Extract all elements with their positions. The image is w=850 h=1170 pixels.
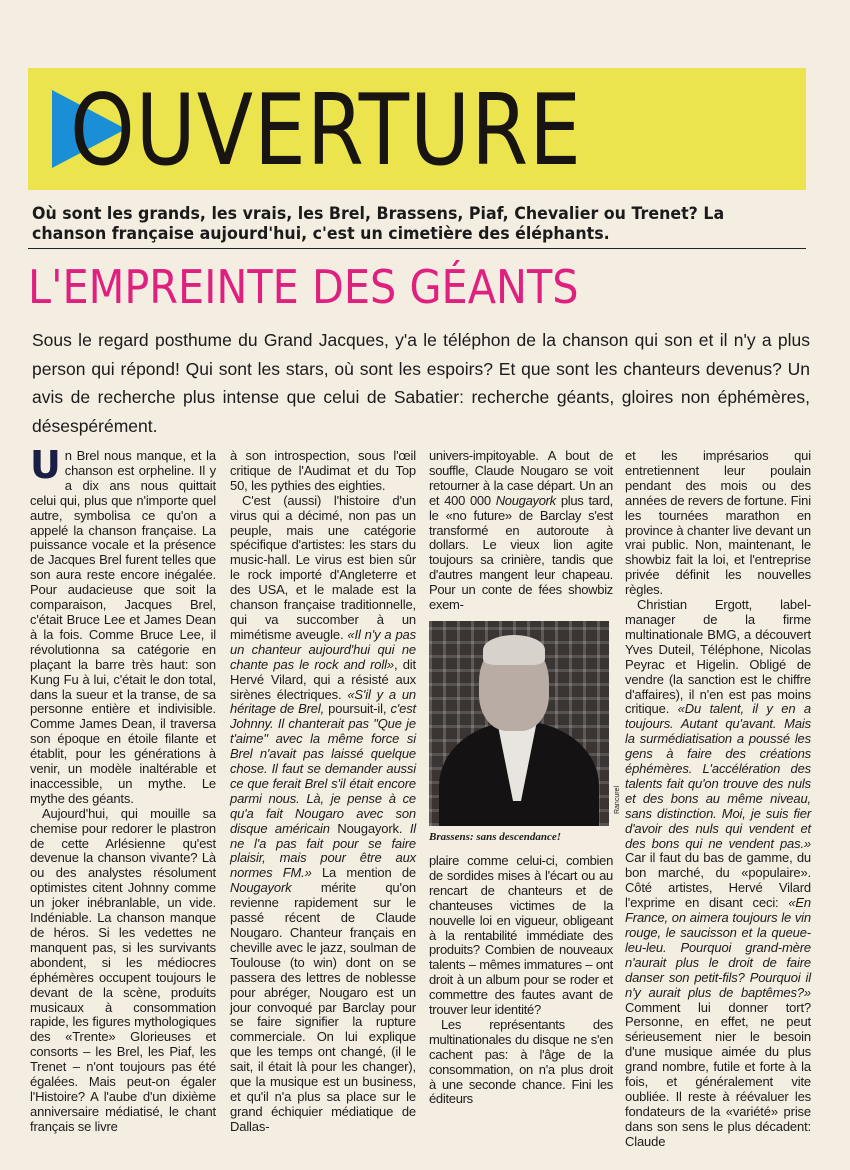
quote-text: Il ne l'a pas fait pour se faire plaisir, mais pour être aux normes FM.» [230, 820, 417, 881]
rubric-title: OUVERTURE [70, 74, 582, 188]
body-text: mérite qu'on revienne rapidement sur le passé récent de Claude Nougaro. Chanteur français en cheville avec le jazz, soulman de Toulouse (to win) dont on se passera des lettres de noblesse pour abréger, Nougaro est un jour convoqué par Barclay pour se faire signifier la rupture commerciale. On lui explique que les temps ont changé, (il le sait, il était là pour les changer), que la musique est un business, et qu'il n'a plus sa place sur le grand échiquier médiatique de Dallas- [230, 880, 416, 1134]
quote-text: Nougayork [495, 492, 556, 508]
paragraph [429, 449, 613, 613]
column-3 [429, 448, 621, 1107]
quote-text: c'est Johnny. Il chanterait pas "Que je t'aime" avec la même force si Brel n'avait pas laissé quelque chose. Il faut se demander aussi ce que ferait Brel s'il était encore parmi nous. Là, je pense à ce qu'a fait Nougaro avec son disque américain [230, 701, 417, 836]
body-text: plaire comme celui-ci, combien de sordides mises à l'écart ou au rencart de chanteurs et de chanteuses victimes de la nouvelle loi en vigueur, obligeant à la rentabilité immédiate des produits? Combien de nouveaux talents – mêmes immatures – ont droit à un album pour se roder et commettre des fautes avant de trouver leur identité? [429, 852, 613, 1018]
body-text: , dit Hervé Vilard, qui a résisté aux sirènes électriques. [230, 656, 416, 702]
quote-text: Nougayork [230, 880, 292, 896]
column-2 [230, 449, 416, 1135]
kicker: Où sont les grands, les vrais, les Brel, Brassens, Piaf, Chevalier ou Trenet? La chanson française aujourd'hui, c'est un cimetière des éléphants. [32, 204, 725, 243]
paragraph [230, 494, 416, 1135]
body-text: Les représentants des multinationales du disque ne s'en cachent pas: à l'âge de la consommation, on n'a plus droit à une seconde chance. Fini les éditeurs [429, 1016, 613, 1107]
paragraph [429, 1018, 613, 1107]
photo-figure [429, 621, 621, 844]
body-text: Christian Ergott, label-manager de la firme multinationale BMG, a découvert Yves Duteil, Téléphone, Nicolas Peyrac et Higelin. Obligé de vendre (la sanction est le chiffre d'affaires), il n'en est pas moins critique. [625, 597, 811, 717]
body-text: C'est (aussi) l'histoire d'un virus qui a décimé, non pas un peuple, mais une catégorie spécifique d'artistes: les stars du music-hall. Le virus est bien sûr le rock importé d'Angleterre et des USA, et le malade est la chanson française traditionnelle, qui va succomber à un mimétisme aveugle. [230, 492, 416, 642]
body-text: et les imprésarios qui entretiennent leur poulain pendant des mois ou des années de revers de fortune. Fini les tournées marathon en province à chanter live devant un vrai public. Non, maintenant, le showbiz fait la loi, et l'entreprise privée définit les nouvelles règles. [625, 448, 811, 598]
quote-text: «S'il y a un héritage de Brel, [230, 686, 416, 717]
photo-credit: Rancurel [614, 785, 621, 814]
paragraph [625, 449, 811, 598]
photo-figure-hair [483, 635, 545, 665]
body-text: Comment lui donner tort? Personne, en effet, ne peut sérieusement nier le besoin d'une musique aimée du plus grand nombre, futile et forte à la fois, et généralement vite oubliée. Il reste à réévaluer les fondateurs de la «variété» prise dans son sens le plus décadent: Claude [625, 999, 811, 1149]
body-text: poursuit-il, [324, 701, 391, 717]
drop-cap: U [30, 443, 61, 487]
quote-text: «En France, on aimera toujours le vin rouge, le saucisson et la queue-leu-leu. Pourquoi grand-mère n'aurait plus le droit de faire danser son petit-fils? Pourquoi il n'y aurait plus de baptêmes?» [625, 895, 811, 1000]
divider [28, 248, 806, 249]
body-text: univers-impitoyable. A bout de souffle, Claude Nougaro se voit retourner à la case départ. Un an et 400 000 [429, 448, 613, 508]
paragraph [230, 449, 416, 494]
body-text: Car il faut du bas de gamme, du bon marché, du «populaire». Côté artistes, Hervé Vilard l'exprime en disant ceci: [625, 850, 811, 911]
photo-caption: Brassens: sans descendance! [429, 830, 562, 843]
quote-text: «Il n'y a pas un chanteur aujourd'hui qui ne chante pas le rock and roll» [230, 626, 416, 672]
quote-text: «Du talent, il y en a toujours. Autant qu'avant. Mais la surmédiatisation a poussé les gens à faire des créations éphémères. L'accélération des talents fait qu'on trouve des nuls et des bons au même niveau, sans distinction. Moi, je suis fier d'avoir des nuls qui vendent et des bons qui ne vendent pas.» [625, 701, 811, 851]
column-3-top [429, 449, 613, 613]
body-text: plus tard, le «no future» de Barclay s'est transformé en autoroute à dollars. Le vieux lion agite toujours sa crinière, tandis que d'autres mangent leur chapeau. Pour un conte de fées showbiz exem- [429, 492, 613, 613]
column-4 [625, 449, 811, 1150]
body-text: Aujourd'hui, qui mouille sa chemise pour redorer le plastron de cette Arlésienne qu'est devenue la chanson vivante? Là ou des analystes résolument optimistes citent Johnny comme un joker inébranlable, un vide. Indéniable. La chanson manque de héros. Si les vedettes ne manquent pas, si les survivants abondent, si les médiocres éphémères occupent toujours le devant de la scène, produits musicaux à consommation rapide, les figures mythologiques des «Trente» Glorieuses et consorts – les Brel, les Piaf, les Trenet – n'ont toujours pas été égalées. Mais peut-on égaler l'Histoire? A l'aube d'un dixième anniversaire médiatisé, le chant français se livre [30, 805, 216, 1134]
paragraph [30, 443, 216, 807]
body-text: à son introspection, sous l'œil critique de l'Audimat et du Top 50, les pythies des eighties. [230, 448, 416, 493]
photo-brassens [429, 621, 609, 826]
paragraph [625, 598, 811, 1150]
body-text: Nougayork. [329, 820, 410, 836]
paragraph [429, 854, 613, 1018]
column-1 [30, 443, 216, 1135]
lede: Sous le regard posthume du Grand Jacques, y'a le téléphon de la chanson qui son et il n'y a plus person qui répond! Qui sont les stars, où sont les espoirs? Et que sont les chanteurs devenus? Un avis de recherche plus intense que celui de Sabatier: recherche géants, gloires non éphémères, désespérément. [32, 330, 810, 436]
paragraph [30, 807, 216, 1135]
article-title: L'EMPREINTE DES GÉANTS [28, 260, 579, 314]
body-text: n Brel nous manque, et la chanson est orpheline. Il y a dix ans nous quittait celui qui, plus que n'importe quel autre, symbolisa ce qu'on a appelé la chanson française. La puissance vocale et la présence de Jacques Brel furent telles que son aura reste encore inégalée. Pour audacieuse que soit la comparaison, Jacques Brel, c'était Bruce Lee et James Dean à la fois. Comme Bruce Lee, il révolutionna sa catégorie en plaçant la barre très haut: son Kung Fu à lui, c'était le don total, dans la sueur et la transe, de sa personne entière et indivisible. Comme James Dean, il traversa son époque en étoile filante et établit, pour les générations à venir, un modèle inaltérable et inaccessible, un mythe. Le mythe des géants. [30, 448, 216, 806]
body-text: La mention de [311, 865, 417, 881]
column-3-bottom [429, 854, 613, 1107]
